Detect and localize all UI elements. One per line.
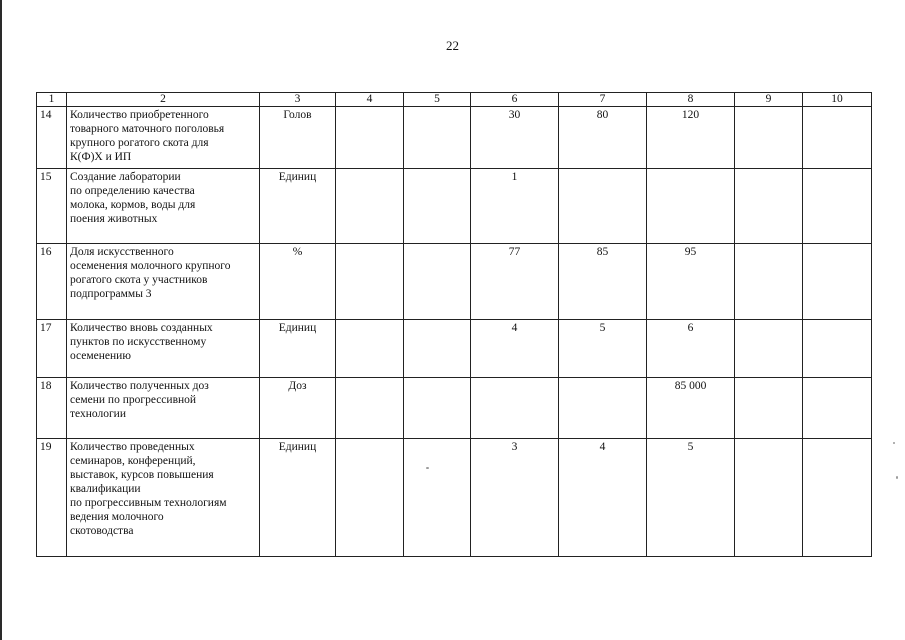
- scan-speck: [896, 476, 898, 479]
- unit-cell: Единиц: [260, 320, 336, 378]
- indicator-name: Количество проведенных семинаров, конференций, выставок, курсов повышения квалификации по прогрессивным технологиям ведения молочного скотоводства: [67, 439, 260, 557]
- column-header: 9: [735, 93, 803, 107]
- value-cell: [647, 169, 735, 244]
- value-cell: [735, 439, 803, 557]
- row-number: 17: [37, 320, 67, 378]
- column-header: 10: [803, 93, 872, 107]
- value-cell: [336, 107, 404, 169]
- indicator-name: Количество вновь созданных пунктов по искусственному осеменению: [67, 320, 260, 378]
- indicator-name: Создание лаборатории по определению качества молока, кормов, воды для поения животных: [67, 169, 260, 244]
- value-cell: [735, 378, 803, 439]
- value-cell: [404, 107, 471, 169]
- value-cell: [803, 169, 872, 244]
- value-cell: 80: [559, 107, 647, 169]
- value-cell: 85 000: [647, 378, 735, 439]
- value-cell: [336, 169, 404, 244]
- value-cell: [559, 378, 647, 439]
- value-cell: [404, 378, 471, 439]
- column-header: 8: [647, 93, 735, 107]
- value-cell: [803, 107, 872, 169]
- value-cell: [735, 169, 803, 244]
- table-row: [37, 244, 872, 320]
- scan-speck: [426, 467, 429, 469]
- row-number: 14: [37, 107, 67, 169]
- table-row: [37, 320, 872, 378]
- column-header: 2: [67, 93, 260, 107]
- value-cell: [735, 107, 803, 169]
- column-header: 1: [37, 93, 67, 107]
- value-cell: 5: [559, 320, 647, 378]
- table-row: [37, 378, 872, 439]
- value-cell: [404, 320, 471, 378]
- table-row: [37, 439, 872, 557]
- unit-cell: Голов: [260, 107, 336, 169]
- indicators-table: [36, 92, 872, 557]
- unit-cell: Доз: [260, 378, 336, 439]
- value-cell: [404, 439, 471, 557]
- unit-cell: Единиц: [260, 439, 336, 557]
- value-cell: 5: [647, 439, 735, 557]
- row-number: 19: [37, 439, 67, 557]
- value-cell: 30: [471, 107, 559, 169]
- value-cell: [803, 378, 872, 439]
- row-number: 18: [37, 378, 67, 439]
- value-cell: 95: [647, 244, 735, 320]
- value-cell: [735, 244, 803, 320]
- value-cell: [336, 378, 404, 439]
- column-header: 3: [260, 93, 336, 107]
- value-cell: 6: [647, 320, 735, 378]
- value-cell: [803, 439, 872, 557]
- column-header: 7: [559, 93, 647, 107]
- value-cell: 1: [471, 169, 559, 244]
- indicator-name: Доля искусственного осеменения молочного крупного рогатого скота у участников подпрограммы 3: [67, 244, 260, 320]
- value-cell: 120: [647, 107, 735, 169]
- value-cell: [336, 244, 404, 320]
- table-row: [37, 107, 872, 169]
- indicator-name: Количество полученных доз семени по прогрессивной технологии: [67, 378, 260, 439]
- value-cell: [559, 169, 647, 244]
- value-cell: 4: [559, 439, 647, 557]
- value-cell: [803, 320, 872, 378]
- table-row: [37, 169, 872, 244]
- value-cell: [803, 244, 872, 320]
- value-cell: [404, 169, 471, 244]
- unit-cell: %: [260, 244, 336, 320]
- value-cell: [404, 244, 471, 320]
- column-header: 4: [336, 93, 404, 107]
- value-cell: 85: [559, 244, 647, 320]
- column-header: 5: [404, 93, 471, 107]
- row-number: 16: [37, 244, 67, 320]
- value-cell: 3: [471, 439, 559, 557]
- value-cell: [471, 378, 559, 439]
- scan-speck: [893, 442, 895, 444]
- unit-cell: Единиц: [260, 169, 336, 244]
- value-cell: [336, 320, 404, 378]
- row-number: 15: [37, 169, 67, 244]
- value-cell: 4: [471, 320, 559, 378]
- column-header: 6: [471, 93, 559, 107]
- page-number: 22: [446, 38, 459, 53]
- page-left-edge: [0, 0, 2, 640]
- table-header-row: [37, 93, 872, 107]
- value-cell: 77: [471, 244, 559, 320]
- value-cell: [336, 439, 404, 557]
- value-cell: [735, 320, 803, 378]
- indicator-name: Количество приобретенного товарного маточного поголовья крупного рогатого скота для К(Ф)Х и ИП: [67, 107, 260, 169]
